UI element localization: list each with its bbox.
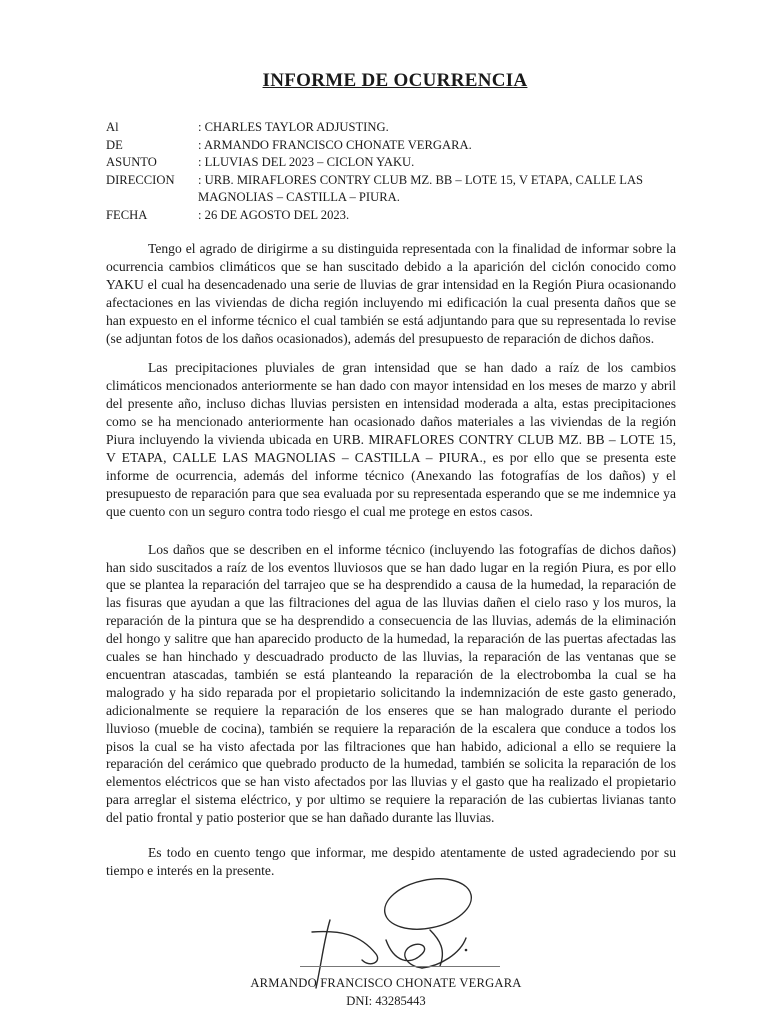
signature-block: [0, 870, 768, 1024]
header-value: : ARMANDO FRANCISCO CHONATE VERGARA.: [198, 137, 472, 152]
header-value: : URB. MIRAFLORES CONTRY CLUB MZ. BB – LOTE 15, V ETAPA, CALLE LAS MAGNOLIAS – CASTILLA – PIURA.: [198, 172, 644, 205]
handwritten-signature: [290, 870, 510, 990]
header-label: ASUNTO: [106, 155, 157, 170]
document-body: [106, 240, 676, 880]
header-row-date: [106, 207, 666, 225]
header-value: : LLUVIAS DEL 2023 – CICLON YAKU.: [198, 155, 415, 170]
signature-line: [300, 966, 500, 967]
header-row-from: [106, 137, 666, 155]
header-row-to: [106, 119, 666, 137]
header-label: DE: [106, 137, 123, 152]
header-label: FECHA: [106, 207, 148, 222]
closing-paragraph: Es todo en cuento tengo que informar, me despido atentamente de usted agradeciendo por su tiempo e interés en la presente.: [106, 845, 676, 878]
signer-name: ARMANDO FRANCISCO CHONATE VERGARA: [250, 976, 522, 990]
body-paragraph: Los daños que se describen en el informe técnico (incluyendo las fotografías de dichos daños) han sido suscitados a raíz de los eventos lluviosos que se han dado lugar en la región Piura, es por ello que se plantea la reparación del tarrajeo que se ha desprendido a causa de la humedad, la reparación de las fisuras que ayudan a que las filtraciones del agua de las lluvias dañen el cielo raso y los muros, la reparación de la pintura que se ha desprendido a consecuencia de las lluvias, además de la eliminación del hongo y salitre que han aparecido producto de la humedad, la reparación de las puertas afectadas las cuales se han hinchado y descuadrado producto de las lluvias, la reparación de las ventanas que se encuentran atascadas, también se está planteando la reparación de la electrobomba la cual se ha malogrado y ha sido reparada por el propietario solicitando la indemnización de este gasto generado, adicionalmente se requiere la reparación de los enseres que se han malogrado durante el periodo lluvioso (mueble de cocina), también se requiere la reparación de la escalera que conduce a todos los pisos la cual se ha visto afectada por las filtraciones que han habido, adicional a ello se requiere la reparación del cerámico que quebrado producto de la humedad, también se solicita la reparación de los elementos eléctricos que se han visto afectados por las lluvias y el gasto que ha realizado el propietario para arreglar el sistema eléctrico, y por ultimo se requiere la reparación de las cubiertas livianas tanto del patio frontal y patio posterior que se han dañado durante las lluvias.: [106, 541, 676, 826]
header-label: Al: [106, 120, 119, 134]
body-paragraph: Las precipitaciones pluviales de gran intensidad que se han dado a raíz de los cambios climáticos mencionados anteriormente se han dado con mayor intensidad en los meses de marzo y abril del presente año, incluso dichas lluvias persisten en intensidad moderada a alta, estas precipitaciones como se ha mencionado anteriormente han ocasionado daños materiales a las viviendas de la región Piura incluyendo la vivienda ubicada en URB. MIRAFLORES CONTRY CLUB MZ. BB – LOTE 15, V ETAPA, CALLE LAS MAGNOLIAS – CASTILLA – PIURA., es por ello que se presenta este informe de ocurrencia, además del informe técnico (Anexando las fotografías de los daños) y el presupuesto de reparación para que sea evaluada por su representada esperando que se me indemnice ya que cuento con un seguro contra todo riesgo el cual me protege en estos casos.: [106, 360, 676, 519]
memo-header: [106, 119, 666, 225]
header-row-address: [106, 172, 666, 207]
signer-dni: DNI: 43285443: [346, 994, 426, 1008]
document-title: INFORME DE OCURRENCIA: [262, 70, 528, 91]
header-label: DIRECCION: [106, 172, 175, 187]
header-value: : 26 DE AGOSTO DEL 2023.: [198, 207, 350, 222]
header-value: : CHARLES TAYLOR ADJUSTING.: [198, 120, 389, 134]
body-paragraph: Tengo el agrado de dirigirme a su distinguida representada con la finalidad de informar sobre la ocurrencia cambios climáticos que se han suscitado debido a la aparición del ciclón conocido como YAKU el cual ha desencadenado una serie de lluvias de grar intensidad en la Región Piura ocasionando afectaciones en las viviendas de dicha región incluyendo mi edificación la cual presenta daños que se han expuesto en el informe técnico el cual también se está adjuntando para que su representada lo revise (se adjuntan fotos de los daños ocasionados), además del presupuesto de reparación de dichos daños.: [106, 241, 676, 346]
header-row-subject: [106, 154, 666, 172]
